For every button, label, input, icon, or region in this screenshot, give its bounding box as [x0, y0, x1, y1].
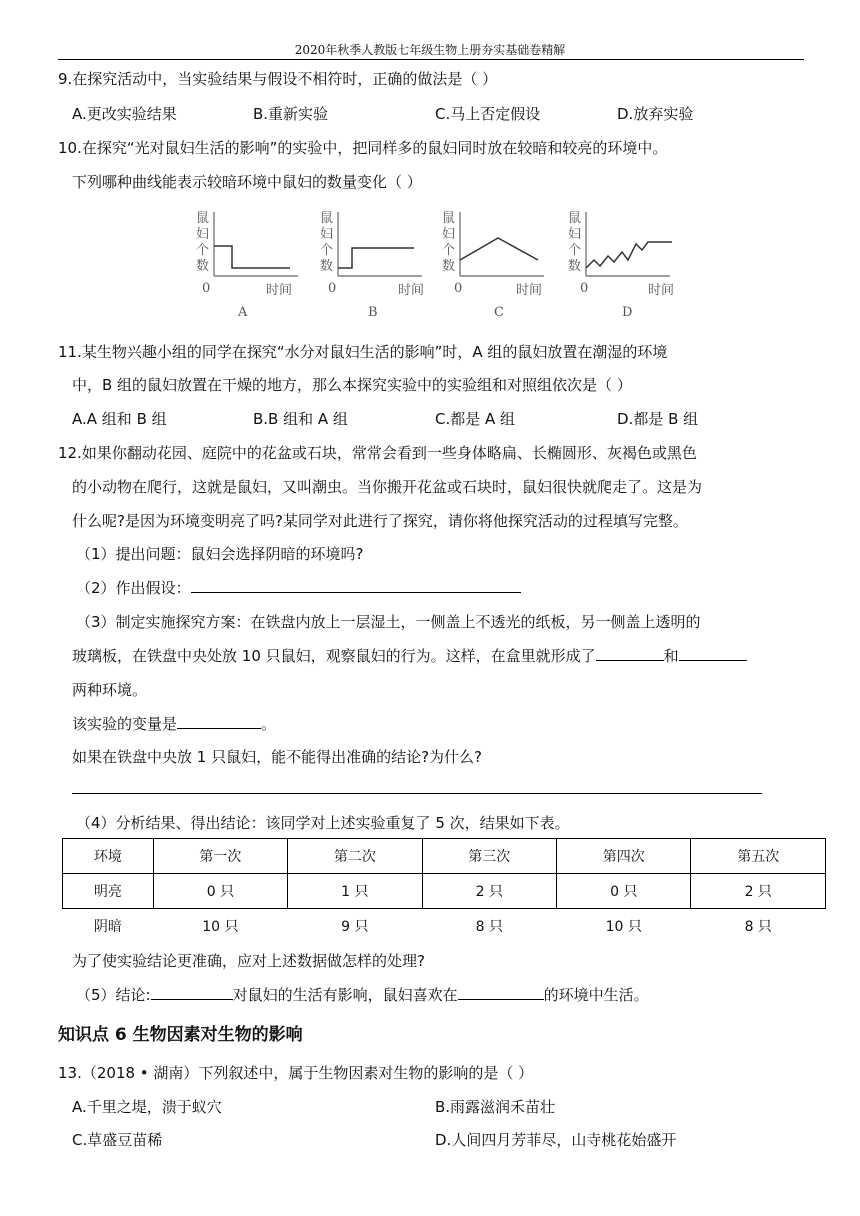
table-cell: 1 只: [288, 874, 422, 909]
table-cell: 2 只: [422, 874, 556, 909]
q12-step3-line2: [72, 645, 747, 666]
page-header: 2020年秋季人教版七年级生物上册夯实基础卷精解: [294, 43, 566, 57]
table-cell: 8 只: [475, 919, 503, 935]
graph-b-ylabel-3: 个: [320, 243, 334, 258]
graph-d-ylabel-1: 鼠: [568, 211, 582, 226]
environment-blank-1[interactable]: [596, 646, 664, 661]
table-cell: 环境: [63, 839, 154, 874]
graph-b-svg: [318, 208, 438, 320]
q12-para-line3: 什么呢?是因为环境变明亮了吗?某同学对此进行了探究，请你将他探究活动的过程填写完整。: [72, 512, 688, 530]
q12-para-line2: 的小动物在爬行，这就是鼠妇，又叫潮虫。当你搬开花盆或石块时，鼠妇很快就爬走了。这是为: [72, 478, 703, 496]
graph-d[interactable]: [566, 208, 686, 320]
graph-c-ylabel-1: 鼠: [442, 211, 456, 226]
table-cell: 10 只: [202, 919, 239, 935]
q12-variable-label: 该实验的变量是: [72, 715, 178, 733]
graph-b-curve: [338, 248, 414, 268]
graph-d-letter: D: [622, 305, 633, 320]
graph-d-svg: [566, 208, 686, 320]
table-cell: 第四次: [557, 839, 691, 874]
q12-step2-label: （2）作出假设：: [76, 579, 191, 597]
q11-stem-line1: 11.某生物兴趣小组的同学在探究“水分对鼠妇生活的影响”时，A 组的鼠妇放置在潮湿的环境: [58, 343, 668, 361]
q12-step3-line3: 两种环境。: [72, 681, 148, 699]
q13-stem: 13.（2018 • 湖南）下列叙述中，属于生物因素对生物的影响的是（ ）: [58, 1064, 534, 1082]
graph-b-ylabel-1: 鼠: [320, 211, 334, 226]
graph-c-curve: [460, 238, 538, 260]
graph-a-curve: [214, 246, 290, 268]
header-rule: [58, 59, 804, 60]
section-title: 知识点 6 生物因素对生物的影响: [58, 1025, 303, 1045]
q12-step5: [76, 984, 649, 1005]
table-cell: 第三次: [422, 839, 556, 874]
graph-a-letter: A: [238, 305, 248, 320]
q11-option-b[interactable]: B.B 组和 A 组: [253, 410, 348, 428]
q12-step4: （4）分析结果、得出结论：该同学对上述实验重复了 5 次，结果如下表。: [76, 814, 570, 832]
q9-option-a[interactable]: A.更改实验结果: [72, 105, 177, 123]
q12-data-question: 为了使实验结论更准确，应对上述数据做怎样的处理?: [72, 952, 425, 970]
graph-a-svg: [190, 208, 310, 320]
conclusion-blank-1[interactable]: [151, 985, 233, 1000]
graph-c-ylabel-2: 妇: [442, 227, 456, 242]
answer-line[interactable]: [72, 793, 762, 794]
graph-d-origin: 0: [580, 281, 589, 296]
graph-d-xlabel: 时间: [648, 283, 675, 298]
graph-c-xlabel: 时间: [516, 283, 543, 298]
q12-step2: [76, 577, 521, 598]
graph-a-ylabel-3: 个: [196, 243, 210, 258]
table-cell: 9 只: [341, 919, 369, 935]
graph-b-xlabel: 时间: [398, 283, 425, 298]
table-cell: 第二次: [288, 839, 422, 874]
q9-option-d[interactable]: D.放弃实验: [617, 105, 694, 123]
q12-step5-label: （5）结论:: [76, 986, 151, 1004]
graph-c-ylabel-4: 数: [442, 259, 456, 274]
graph-a[interactable]: [190, 208, 310, 320]
q12-step5-end: 的环境中生活。: [543, 986, 649, 1004]
graph-b-origin: 0: [328, 281, 337, 296]
q11-option-d[interactable]: D.都是 B 组: [617, 410, 699, 428]
graph-b-ylabel-4: 数: [320, 259, 334, 274]
q12-step3-line2-text: 玻璃板，在铁盘中央处放 10 只鼠妇，观察鼠妇的行为。这样，在盒里就形成了: [72, 647, 596, 665]
q12-step1: （1）提出问题：鼠妇会选择阴暗的环境吗?: [76, 545, 364, 563]
q12-variable-line: [72, 713, 276, 734]
table-cell: 第一次: [153, 839, 287, 874]
q9-option-c[interactable]: C.马上否定假设: [435, 105, 541, 123]
table-cell: 0 只: [153, 874, 287, 909]
graph-a-xlabel: 时间: [266, 283, 293, 298]
table-cell: 0 只: [557, 874, 691, 909]
graph-c-ylabel-3: 个: [442, 243, 456, 258]
q13-option-c[interactable]: C.草盛豆苗稀: [72, 1131, 163, 1149]
table-cell: 第五次: [691, 839, 826, 874]
table-header-row: [63, 839, 826, 874]
q12-step5-mid: 对鼠妇的生活有影响，鼠妇喜欢在: [232, 986, 458, 1004]
q12-step3-and: 和: [663, 647, 679, 665]
table-cell: 2 只: [691, 874, 826, 909]
graph-b-ylabel-2: 妇: [320, 227, 334, 242]
graph-d-ylabel-2: 妇: [568, 227, 582, 242]
table-cell: 8 只: [744, 919, 772, 935]
graph-a-ylabel-2: 妇: [196, 227, 210, 242]
graph-c-origin: 0: [454, 281, 463, 296]
graph-d-ylabel-4: 数: [568, 259, 582, 274]
q11-stem-line2: 中，B 组的鼠妇放置在干燥的地方，那么本探究实验中的实验组和对照组依次是（ ）: [72, 376, 632, 394]
graph-c-svg: [440, 208, 560, 320]
graph-a-ylabel-1: 鼠: [196, 211, 210, 226]
graph-c[interactable]: [440, 208, 560, 320]
graph-a-ylabel-4: 数: [196, 259, 210, 274]
q9-option-b[interactable]: B.重新实验: [253, 105, 329, 123]
table-cell: 明亮: [63, 874, 154, 909]
q10-stem-line1: 10.在探究“光对鼠妇生活的影响”的实验中，把同样多的鼠妇同时放在较暗和较亮的环境中。: [58, 139, 668, 157]
graph-b-letter: B: [368, 305, 378, 320]
graph-d-ylabel-3: 个: [568, 243, 582, 258]
results-table: [62, 838, 826, 943]
q13-option-b[interactable]: B.雨露滋润禾苗壮: [435, 1098, 556, 1116]
graph-a-origin: 0: [202, 281, 211, 296]
table-cell: 阴暗: [93, 919, 122, 935]
conclusion-blank-2[interactable]: [458, 985, 544, 1000]
q12-step3-line1: （3）制定实施探究方案：在铁盘内放上一层湿土，一侧盖上不透光的纸板，另一侧盖上透明的: [76, 613, 701, 631]
environment-blank-2[interactable]: [679, 646, 747, 661]
q10-stem-line2: 下列哪种曲线能表示较暗环境中鼠妇的数量变化（ ）: [72, 173, 422, 191]
q13-option-a[interactable]: A.千里之堤，溃于蚁穴: [72, 1098, 222, 1116]
graph-c-letter: C: [494, 305, 504, 320]
table-row: [63, 874, 826, 909]
q12-para-line1: 12.如果你翻动花园、庭院中的花盆或石块，常常会看到一些身体略扁、长椭圆形、灰褐色或黑色: [58, 444, 697, 462]
variable-blank[interactable]: [177, 714, 261, 729]
q13-option-d[interactable]: D.人间四月芳菲尽，山寺桃花始盛开: [435, 1131, 677, 1149]
q9-stem: 9.在探究活动中，当实验结果与假设不相符时，正确的做法是（ ）: [58, 70, 498, 88]
graph-b[interactable]: [318, 208, 438, 320]
table-row: [63, 909, 826, 944]
graph-d-curve: [586, 242, 672, 268]
q12-single-question: 如果在铁盘中央放 1 只鼠妇，能不能得出准确的结论?为什么?: [72, 748, 483, 766]
table-cell: 10 只: [605, 919, 642, 935]
hypothesis-blank[interactable]: [191, 578, 521, 593]
q12-variable-period: 。: [261, 715, 277, 733]
q11-option-c[interactable]: C.都是 A 组: [435, 410, 516, 428]
q11-option-a[interactable]: A.A 组和 B 组: [72, 410, 167, 428]
